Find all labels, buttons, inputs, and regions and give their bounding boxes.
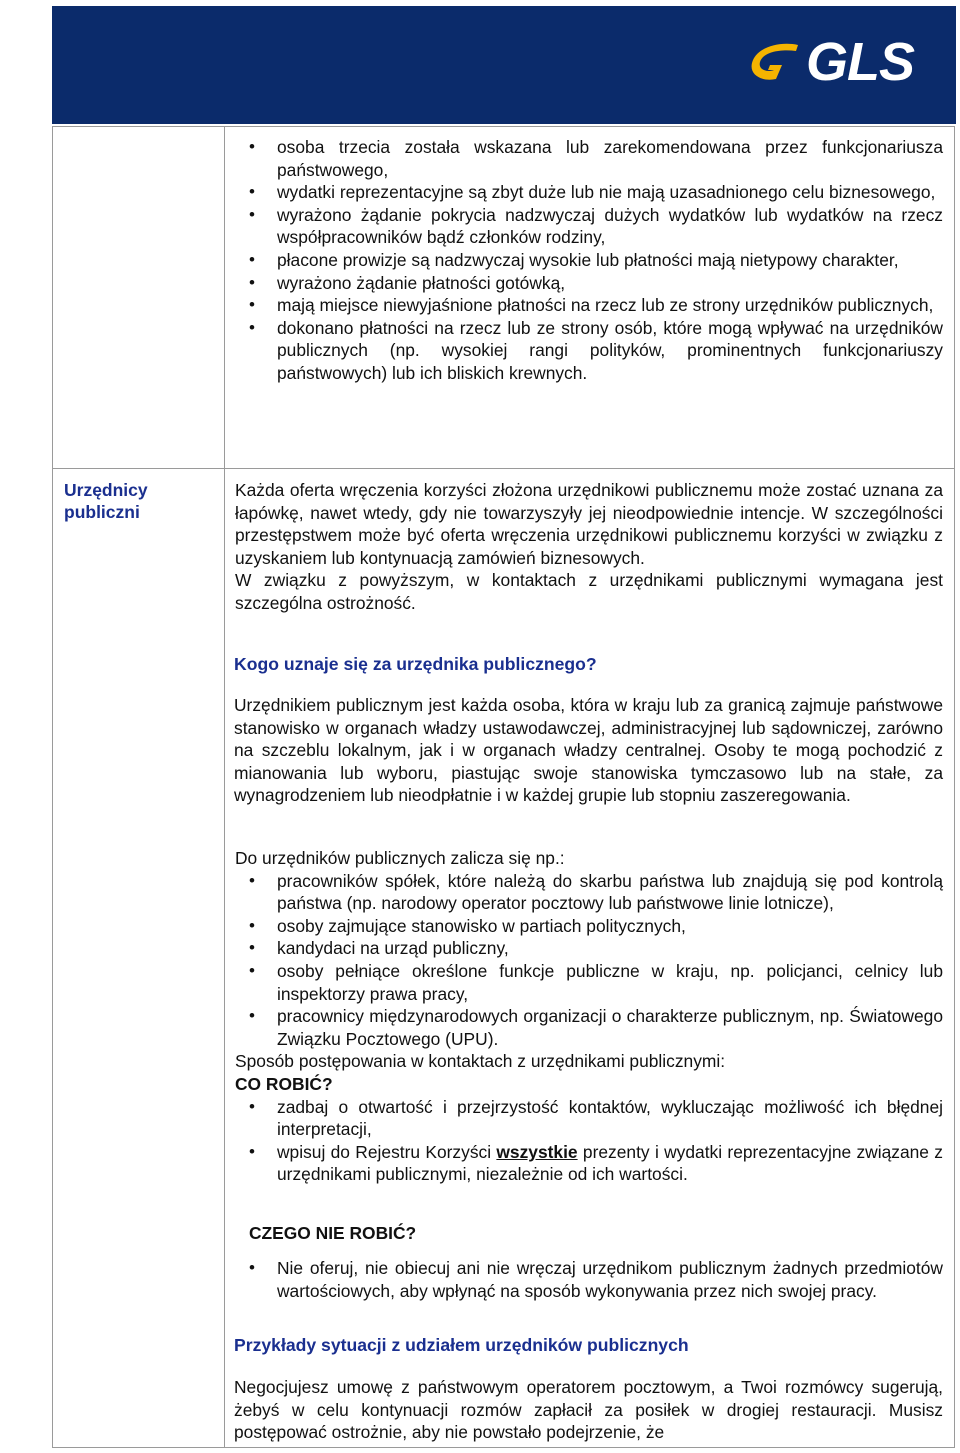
includes-item: • osoby zajmujące stanowisko w partiach politycznych,	[235, 915, 943, 938]
logo-text: GLS	[805, 32, 914, 92]
warning-sign-item: • wyrażono żądanie płatności gotówką,	[235, 272, 943, 295]
warning-sign-item: • płacone prowizje są nadzwyczaj wysokie lub płatności mają nietypowy charakter,	[235, 249, 943, 272]
row-divider-right	[224, 468, 954, 469]
warning-signs-list	[235, 136, 943, 385]
gls-logo	[746, 32, 914, 92]
examples-paragraph: Negocjujesz umowę z państwowym operatorem pocztowym, a Twoi rozmówcy sugerują, żebyś w celu kontynuacji rozmów zapłacił za posiłek w drogiej restauracji. Musisz postępować ostrożnie, aby nie powstało podejrzenie, że	[234, 1377, 943, 1443]
do-item-2-emphasis: wszystkie	[496, 1141, 578, 1162]
includes-item: • pracowników spółek, które należą do skarbu państwa lub znajdują się pod kontrolą państwa (np. narodowy operator pocztowy lub państwowe linie lotnicze),	[235, 870, 943, 915]
do-item-2-after: prezenty i wydatki reprezentacyjne związane z urzędnikami publicznymi, niezależnie od ich wartości.	[277, 1141, 943, 1185]
dont-list	[235, 1257, 943, 1302]
includes-list	[235, 870, 943, 1051]
dont-heading-block	[249, 1222, 943, 1245]
heading-examples-text: Przykłady sytuacji z udziałem urzędników publicznych	[234, 1335, 689, 1355]
dont-item: • Nie oferuj, nie obiecuj ani nie wręczaj urzędnikom publicznym żadnych przedmiotów wartościowych, aby wpłynąć na sposób wykonywania przez nich swojej pracy.	[235, 1257, 943, 1302]
heading-who-text: Kogo uznaje się za urzędnika publicznego?	[234, 654, 597, 674]
officials-section	[235, 479, 943, 615]
warning-sign-item: • wydatki reprezentacyjne są zbyt duże lub nie mają uzasadnionego celu biznesowego,	[235, 181, 943, 204]
row-divider-left	[53, 468, 224, 469]
intro-paragraph-2: W związku z powyższym, w kontaktach z urzędnikami publicznymi wymagana jest szczególna ostrożność.	[235, 570, 943, 613]
do-list	[235, 1096, 943, 1186]
includes-item: • pracownicy międzynarodowych organizacji o charakterze publicznym, np. Światowego Związku Pocztowego (UPU).	[235, 1005, 943, 1050]
warning-sign-item: • osoba trzecia została wskazana lub zarekomendowana przez funkcjonariusza państwowego,	[235, 136, 943, 181]
who-paragraph: Urzędnikiem publicznym jest każda osoba, która w kraju lub za granicą zajmuje państwowe stanowisko w organach władzy ustawodawczej, administracyjnej lub sądowniczej, zarówno na szczeblu lokalnym, jak i w organach władzy centralnej. Osoby te mogą pochodzić z mianowania lub wyboru, piastując swoje stanowiska tymczasowo lub na stałe, za wynagrodzeniem lub nieodpłatnie i w każdej grupie lub stopniu zaszeregowania.	[234, 695, 943, 806]
do-heading: CO ROBIĆ?	[235, 1073, 333, 1094]
conduct-intro: Sposób postępowania w kontaktach z urzędnikami publicznymi:	[235, 1051, 726, 1072]
warning-sign-item: • dokonano płatności na rzecz lub ze strony osób, które mogą wpływać na urzędników publicznych (np. wysokiej rangi polityków, prominentnych funkcjonariuszy państwowych) lub ich bliskich krewnych.	[235, 317, 943, 385]
do-item-1: • zadbaj o otwartość i przejrzystość kontaktów, wykluczając możliwość ich błędnej interpretacji,	[235, 1096, 943, 1141]
column-divider	[224, 127, 225, 1447]
heading-examples	[234, 1334, 942, 1357]
intro-paragraph-1: Każda oferta wręczenia korzyści złożona urzędnikowi publicznemu może zostać uznana za łapówkę, nawet wtedy, gdy nie towarzyszyły jej nieodpowiednie intencje. W szczególności przestępstwem może być oferta wręczenia urzędnikowi publicznemu korzyści w związku z uzyskaniem lub kontynuacją zamówień biznesowych.	[235, 480, 943, 568]
includes-block	[235, 847, 943, 1186]
dont-heading: CZEGO NIE ROBIĆ?	[249, 1223, 417, 1243]
heading-who	[234, 653, 942, 676]
warning-signs-list-block	[235, 136, 943, 385]
includes-intro: Do urzędników publicznych zalicza się np.:	[235, 848, 565, 868]
logo-swoosh-icon	[746, 39, 804, 85]
do-item-2	[235, 1141, 943, 1186]
section-label: Urzędnicy publiczni	[64, 480, 148, 522]
includes-item: • osoby pełniące określone funkcje publiczne w kraju, np. policjanci, celnicy lub inspektorzy prawa pracy,	[235, 960, 943, 1005]
warning-sign-item: • mają miejsce niewyjaśnione płatności na rzecz lub ze strony urzędników publicznych,	[235, 294, 943, 317]
includes-item: • kandydaci na urząd publiczny,	[235, 937, 943, 960]
header-banner	[52, 6, 956, 124]
do-item-2-before: wpisuj do Rejestru Korzyści	[277, 1141, 497, 1162]
warning-sign-item: • wyrażono żądanie pokrycia nadzwyczaj dużych wydatków lub wydatków na rzecz współpracowników bądź członków rodziny,	[235, 204, 943, 249]
content-table	[52, 126, 955, 1448]
dont-block	[235, 1257, 943, 1302]
